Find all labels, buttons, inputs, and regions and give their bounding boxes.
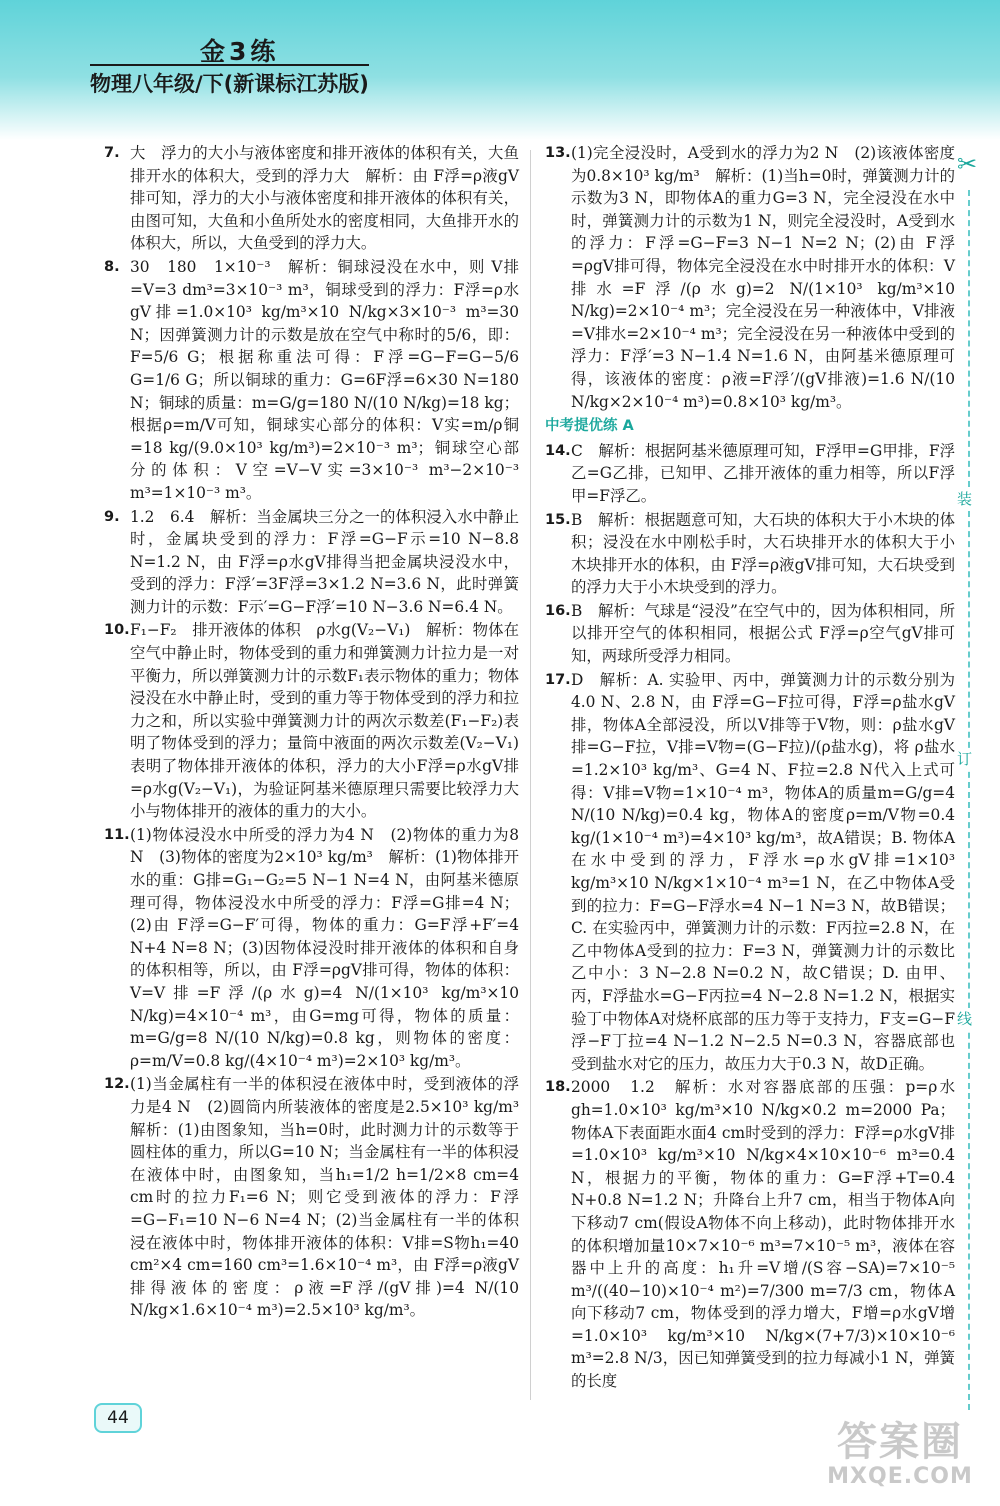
item-number: 7. — [104, 145, 120, 161]
watermark-text: 答案圈 — [837, 1419, 963, 1465]
watermark-url: MXQE.COM — [827, 1464, 973, 1489]
cut-label: 订 — [957, 750, 973, 768]
answer-item — [104, 619, 519, 822]
left-column — [104, 142, 535, 1323]
cut-line — [968, 190, 970, 1410]
item-number: 10. — [104, 622, 130, 639]
item-text: F₁−F₂ 排开液体的体积 ρ水g(V₂−V₁) 解析：物体在空气中静止时，物体受到的重力和弹簧测力计拉力是一对平衡力，所以弹簧测力计的示数F₁表示物体的重力；物体浸没在水中静止时，受到的重力等于物体受到的浮力和拉力之和，所以实验中弹簧测力计的两次示数差(F₁−F₂)表明了物体受到的浮力；量筒中液面的两次示数差(V₂−V₁)表明了物体排开液体的体积，浮力的大小F浮=ρ水gV排=ρ水g(V₂−V₁)，为验证阿基米德原理只需要比较浮力大小与物体排开的液体的重力的大小。 — [130, 621, 519, 821]
book-subtitle: 物理八年级/下(新课标江苏版) — [90, 64, 369, 98]
answer-item — [104, 506, 519, 619]
item-number: 11. — [104, 826, 130, 843]
right-column — [545, 142, 955, 1394]
item-number: 17. — [545, 671, 571, 688]
item-number: 12. — [104, 1076, 130, 1093]
answer-item — [104, 1073, 535, 1322]
item-text: D 解析：A. 实验甲、丙中，弹簧测力计的示数分别为4.0 N、2.8 N，由 F浮=G−F拉可得，F浮=ρ盐水gV排，物体A全部浸没，所以V排等于V物，则：ρ盐水gV排=G−F拉，V排=V物=(G−F拉)/(ρ盐水g)，将 ρ盐水=1.2×10³ kg/m³、G=4 N、F拉=2.8 N代入上式可得：V排=V物=1×10⁻⁴ m³，物体A的质量m=G/g=4 N/(10 N/kg)=0.4 kg，物体A的密度ρ=m/V物=0.4 kg/(1×10⁻⁴ m³)=4×10³ kg/m³，故A错误；B. 物体A在水中受到的浮力，F浮水=ρ水gV排=1×10³ kg/m³×10 N/kg×1×10⁻⁴ m³=1 N，在乙中物体A受到的拉力：F=G−F浮水=4 N−1 N=3 N，故B错误；C. 在实验丙中，弹簧测力计的示数：F丙拉=2.8 N，在乙中物体A受到的拉力：F=3 N，弹簧测力计的示数比乙中小：3 N−2.8 N=0.2 N，故C错误；D. 由甲、丙，F浮盐水=G−F丙拉=4 N−2.8 N=1.2 N，根据实验丁中物体A对烧杯底部的压力等于支持力，F支=G−F浮−F丁拉=4 N−1.2 N−2.5 N=0.3 N，容器底部也受到盐水对它的压力，故压力大于0.3 N，故D正确。 — [571, 670, 955, 1073]
answer-item — [545, 600, 955, 668]
scissors-icon: ✂ — [957, 150, 978, 178]
item-number: 15. — [545, 511, 571, 528]
item-number: 16. — [545, 602, 571, 619]
item-text: 2000 1.2 解析：水对容器底部的压强：p=ρ水gh=1.0×10³ kg/m³×10 N/kg×0.2 m=2000 Pa；物体A下表面距水面4 cm时受到的浮力：F浮=ρ水gV排=1.0×10³ kg/m³×10 N/kg×4×10×10⁻⁶ m³=0.4 N，根据力的平衡，物体的重力：G=F浮+T=0.4 N+0.8 N=1.2 N；升降台上升7 cm，相当于物体A向下移动7 cm(假设A物体不向上移动)，此时物体排开水的体积增加量10×7×10⁻⁶ m³=7×10⁻⁵ m³，液体在容器中上升的高度：h₁升=V增/(S容−SA)=7×10⁻⁵ m³/((40−10)×10⁻⁴ m²)=7/300 m=7/3 cm，物体A向下移动7 cm，物体受到的浮力增大，F增=ρ水gV增=1.0×10³ kg/m³×10 N/kg×(7+7/3)×10×10⁻⁶ m³=2.8 N/3，因已知弹簧受到的拉力每减小1 N，弹簧的长度 — [571, 1078, 955, 1391]
book-brand: 金3练 — [200, 37, 280, 66]
watermark-logo — [815, 1420, 985, 1500]
item-text: 大 浮力的大小与液体密度和排开液体的体积有关，大鱼排开水的体积大，受到的浮力大 解析：由 F浮=ρ液gV排可知，浮力的大小与液体密度和排开液体的体积有关，由图可知，大鱼和小鱼所处水的密度相同，大鱼排开水的体积大，所以，大鱼受到的浮力大。 — [130, 144, 519, 253]
item-text: 30 180 1×10⁻³ 解析：铜球浸没在水中，则 V排=V=3 dm³=3×10⁻³ m³，铜球受到的浮力：F浮=ρ水gV排=1.0×10³ kg/m³×10 N/kg×3×10⁻³ m³=30 N；因弹簧测力计的示数是放在空气中称时的5/6，即：F=5/6 G；根据称重法可得：F浮=G−F=G−5/6 G=1/6 G；所以铜球的重力：G=6F浮=6×30 N=180 N；铜球的质量：m=G/g=180 N/(10 N/kg)=18 kg；根据ρ=m/V可知，铜球实心部分的体积：V实=m/ρ铜=18 kg/(9.0×10³ kg/m³)=2×10⁻³ m³；铜球空心部分的体积：V空=V−V实=3×10⁻³ m³−2×10⁻³ m³=1×10⁻³ m³。 — [130, 257, 519, 502]
item-text: (1)完全浸没时，A受到水的浮力为2 N (2)该液体密度为0.8×10³ kg/m³ 解析：(1)当h=0时，弹簧测力计的示数为3 N，即物体A的重力G=3 N，完全浸没在水中时，弹簧测力计的示数为1 N，则完全浸没时，A受到水的浮力：F浮=G−F=3 N−1 N=2 N；(2)由 F浮=ρgV排可得，物体完全浸没在水中时排开水的体积：V排水=F浮/(ρ水g)=2 N/(1×10³ kg/m³×10 N/kg)=2×10⁻⁴ m³；完全浸没在另一种液体中，V排液=V排水=2×10⁻⁴ m³；完全浸没在另一种液体中受到的浮力：F浮′=3 N−1.4 N=1.6 N，由阿基米德原理可得，该液体的密度：ρ液=F浮′/(gV排液)=1.6 N/(10 N/kg×2×10⁻⁴ m³)=0.8×10³ kg/m³。 — [571, 144, 955, 411]
answer-item — [545, 509, 955, 599]
section-heading: 中考提优练 A — [545, 418, 634, 435]
page-number: 44 — [94, 1403, 142, 1433]
column-divider — [530, 150, 531, 1400]
item-text: B 解析：气球是“浸没”在空气中的，因为体积相同，所以排开空气的体积相同，根据公式 F浮=ρ空气gV排可知，两球所受浮力相同。 — [571, 601, 955, 666]
cut-label: 线 — [957, 1010, 973, 1028]
item-number: 14. — [545, 442, 571, 459]
item-number: 18. — [545, 1079, 571, 1096]
item-text: (1)当金属柱有一半的体积浸在液体中时，受到液体的浮力是4 N (2)圆筒内所装液体的密度是2.5×10³ kg/m³ 解析：(1)由图象知，当h=0时，此时测力计的示数等于圆柱体的重力，所以G=10 N；当金属柱有一半的体积浸在液体中时，由图象知，当h₁=1/2 h=1/2×8 cm=4 cm时的拉力F₁=6 N；则它受到液体的浮力：F浮=G−F₁=10 N−6 N=4 N；(2)当金属柱有一半的体积浸在液体中时，物体排开液体的体积：V排=S物h₁=40 cm²×4 cm=160 cm³=1.6×10⁻⁴ m³，由 F浮=ρ液gV排得液体的密度：ρ液=F浮/(gV排)=4 N/(10 N/kg×1.6×10⁻⁴ m³)=2.5×10³ kg/m³。 — [130, 1075, 535, 1320]
answer-item — [545, 669, 955, 1076]
item-text: B 解析：根据题意可知，大石块的体积大于小木块的体积；浸没在水中刚松手时，大石块排开水的体积大于小木块排开水的体积，由 F浮=ρ液gV排可知，大石块受到的浮力大于小木块受到的浮力。 — [571, 510, 955, 597]
answer-item — [545, 142, 955, 413]
item-number: 13. — [545, 145, 571, 161]
item-text: 1.2 6.4 解析：当金属块三分之一的体积浸入水中静止时，金属块受到的浮力：F浮=G−F示=10 N−8.8 N=1.2 N，由 F浮=ρ水gV排得当把金属块浸没水中，受到的浮力：F浮′=3F浮=3×1.2 N=3.6 N，此时弹簧测力计的示数：F示′=G−F浮′=10 N−3.6 N=6.4 N。 — [130, 507, 519, 616]
item-number: 8. — [104, 258, 120, 275]
answer-item — [545, 440, 955, 508]
answer-item — [104, 142, 519, 255]
answer-item — [545, 1076, 955, 1392]
answer-item — [104, 256, 519, 505]
item-text: (1)物体浸没水中所受的浮力为4 N (2)物体的重力为8 N (3)物体的密度为2×10³ kg/m³ 解析：(1)物体排开水的重：G排=G₁−G₂=5 N−1 N=4 N，由阿基米德原理可得，物体浸没水中所受的浮力：F浮=G排=4 N；(2)由 F浮=G−F′可得，物体的重力：G=F浮+F′=4 N+4 N=8 N；(3)因物体浸没时排开液体的体积和自身的体积相等，所以，由 F浮=ρgV排可得，物体的体积：V=V排=F浮/(ρ水g)=4 N/(1×10³ kg/m³×10 N/kg)=4×10⁻⁴ m³，由G=mg可得，物体的质量：m=G/g=8 N/(10 N/kg)=0.8 kg，则物体的密度：ρ=m/V=0.8 kg/(4×10⁻⁴ m³)=2×10³ kg/m³。 — [130, 825, 519, 1070]
item-text: C 解析：根据阿基米德原理可知，F浮甲=G甲排，F浮乙=G乙排，已知甲、乙排开液体的重力相等，所以F浮甲=F浮乙。 — [571, 441, 955, 505]
answer-item — [104, 824, 519, 1073]
item-number: 9. — [104, 508, 120, 525]
cut-label: 装 — [957, 490, 973, 508]
